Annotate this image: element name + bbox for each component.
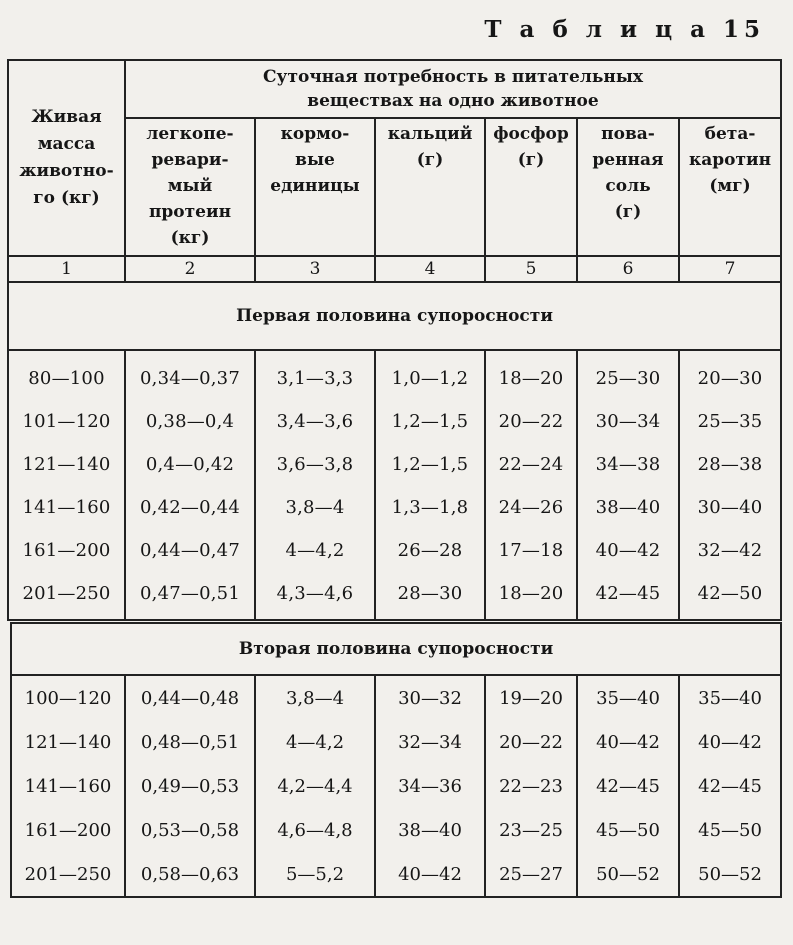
table-cell: 38—40 (375, 808, 485, 852)
table-row (8, 572, 781, 620)
header-col6-line: пова- (601, 124, 655, 144)
nutrition-table-part1 (7, 59, 782, 621)
table-cell: 161—200 (8, 529, 125, 572)
table-cell: 40—42 (577, 529, 679, 572)
header-col2-line: мый (167, 176, 213, 196)
header-col2-line: протеин (148, 202, 232, 222)
section-title-second-half: Вторая половина супоросности (11, 623, 781, 675)
table-cell: 101—120 (8, 400, 125, 443)
header-col1-line: Живая (31, 107, 102, 127)
table-cell: 30—40 (679, 486, 781, 529)
table-row (11, 764, 781, 808)
table-row (8, 350, 781, 400)
column-number: 1 (8, 256, 125, 282)
table-cell: 1,3—1,8 (375, 486, 485, 529)
table-cell: 1,2—1,5 (375, 400, 485, 443)
table-cell: 0,34—0,37 (125, 350, 255, 400)
table-cell: 18—20 (485, 350, 577, 400)
table-cell: 0,42—0,44 (125, 486, 255, 529)
table-row (11, 675, 781, 720)
table-cell: 100—120 (11, 675, 125, 720)
header-col3-line: единицы (270, 176, 360, 196)
column-number: 3 (255, 256, 375, 282)
header-carotene (679, 118, 781, 256)
header-col2-line: (кг) (170, 228, 210, 248)
table-row (11, 852, 781, 897)
table-cell: 141—160 (11, 764, 125, 808)
table-cell: 34—36 (375, 764, 485, 808)
table-cell: 1,0—1,2 (375, 350, 485, 400)
header-col1-line: го (кг) (33, 188, 100, 208)
header-calcium (375, 118, 485, 256)
table-cell: 26—28 (375, 529, 485, 572)
table-cell: 141—160 (8, 486, 125, 529)
table-row (11, 720, 781, 764)
header-col6-line: (г) (614, 202, 642, 222)
header-col2-line: ревари- (151, 150, 229, 170)
table-cell: 35—40 (679, 675, 781, 720)
table-cell: 45—50 (679, 808, 781, 852)
table-cell: 22—23 (485, 764, 577, 808)
table-cell: 18—20 (485, 572, 577, 620)
column-number: 6 (577, 256, 679, 282)
table-cell: 40—42 (577, 720, 679, 764)
table-cell: 161—200 (11, 808, 125, 852)
column-number: 2 (125, 256, 255, 282)
table-cell: 17—18 (485, 529, 577, 572)
table-cell: 3,8—4 (255, 675, 375, 720)
header-col4-line: (г) (416, 150, 444, 170)
table-cell: 50—52 (577, 852, 679, 897)
table-cell: 22—24 (485, 443, 577, 486)
header-col7-line: бета- (704, 124, 756, 144)
header-col2-line: легкопе- (146, 124, 234, 144)
table-cell: 20—22 (485, 400, 577, 443)
table-cell: 0,44—0,47 (125, 529, 255, 572)
header-feed-units (255, 118, 375, 256)
header-col3-line: кормо- (280, 124, 350, 144)
table-cell: 19—20 (485, 675, 577, 720)
header-col4-line: кальций (387, 124, 473, 144)
table-cell: 25—30 (577, 350, 679, 400)
table-cell: 34—38 (577, 443, 679, 486)
table-cell: 0,58—0,63 (125, 852, 255, 897)
table-cell: 5—5,2 (255, 852, 375, 897)
header-col1-line: масса (37, 134, 96, 154)
group-title-line: Суточная потребность в питательных (263, 67, 643, 87)
section-title-first-half: Первая половина супоросности (8, 282, 781, 350)
table-cell: 201—250 (11, 852, 125, 897)
table-row (8, 443, 781, 486)
table-cell: 45—50 (577, 808, 679, 852)
table-cell: 80—100 (8, 350, 125, 400)
header-col3-line: вые (295, 150, 335, 170)
table-cell: 4—4,2 (255, 720, 375, 764)
table-cell: 25—27 (485, 852, 577, 897)
table-cell: 40—42 (679, 720, 781, 764)
group-title-line: веществах на одно животное (307, 91, 599, 111)
table-cell: 0,48—0,51 (125, 720, 255, 764)
table-cell: 20—22 (485, 720, 577, 764)
table-row (11, 808, 781, 852)
header-body-mass (8, 60, 125, 256)
table-cell: 1,2—1,5 (375, 443, 485, 486)
header-group-title (125, 60, 781, 118)
table-cell: 25—35 (679, 400, 781, 443)
table-cell: 42—45 (577, 572, 679, 620)
table-cell: 0,44—0,48 (125, 675, 255, 720)
header-col7-line: (мг) (709, 176, 751, 196)
table-cell: 38—40 (577, 486, 679, 529)
table-cell: 24—26 (485, 486, 577, 529)
table-cell: 42—45 (577, 764, 679, 808)
table-cell: 3,1—3,3 (255, 350, 375, 400)
table-cell: 50—52 (679, 852, 781, 897)
column-number: 4 (375, 256, 485, 282)
table-cell: 40—42 (375, 852, 485, 897)
header-col5-line: (г) (517, 150, 545, 170)
table-cell: 32—34 (375, 720, 485, 764)
table-cell: 4,6—4,8 (255, 808, 375, 852)
table-cell: 23—25 (485, 808, 577, 852)
column-number: 7 (679, 256, 781, 282)
header-col5-line: фосфор (493, 124, 569, 144)
nutrition-table-part2 (10, 622, 782, 898)
table-row (8, 400, 781, 443)
table-cell: 30—34 (577, 400, 679, 443)
header-col7-line: каротин (688, 150, 772, 170)
table-cell: 30—32 (375, 675, 485, 720)
table-cell: 121—140 (11, 720, 125, 764)
table-cell: 28—30 (375, 572, 485, 620)
table-cell: 4,3—4,6 (255, 572, 375, 620)
section2-rows (11, 675, 781, 897)
table-cell: 42—50 (679, 572, 781, 620)
table-cell: 0,47—0,51 (125, 572, 255, 620)
table-cell: 20—30 (679, 350, 781, 400)
table-cell: 4,2—4,4 (255, 764, 375, 808)
table-cell: 32—42 (679, 529, 781, 572)
table-cell: 42—45 (679, 764, 781, 808)
section1-rows (8, 350, 781, 620)
table-cell: 121—140 (8, 443, 125, 486)
header-col6-line: соль (605, 176, 651, 196)
table-cell: 3,6—3,8 (255, 443, 375, 486)
header-col1-line: животно- (19, 161, 114, 181)
header-col6-line: ренная (592, 150, 664, 170)
table-row (8, 486, 781, 529)
table-row (8, 529, 781, 572)
column-number: 5 (485, 256, 577, 282)
table-cell: 28—38 (679, 443, 781, 486)
table-cell: 4—4,2 (255, 529, 375, 572)
header-protein (125, 118, 255, 256)
header-phosphorus (485, 118, 577, 256)
header-salt (577, 118, 679, 256)
table-cell: 0,53—0,58 (125, 808, 255, 852)
table-cell: 3,4—3,6 (255, 400, 375, 443)
table-cell: 3,8—4 (255, 486, 375, 529)
table-caption: Т а б л и ц а 15 (484, 16, 765, 43)
table-cell: 201—250 (8, 572, 125, 620)
table-cell: 0,49—0,53 (125, 764, 255, 808)
table-cell: 0,38—0,4 (125, 400, 255, 443)
table-cell: 35—40 (577, 675, 679, 720)
table-cell: 0,4—0,42 (125, 443, 255, 486)
